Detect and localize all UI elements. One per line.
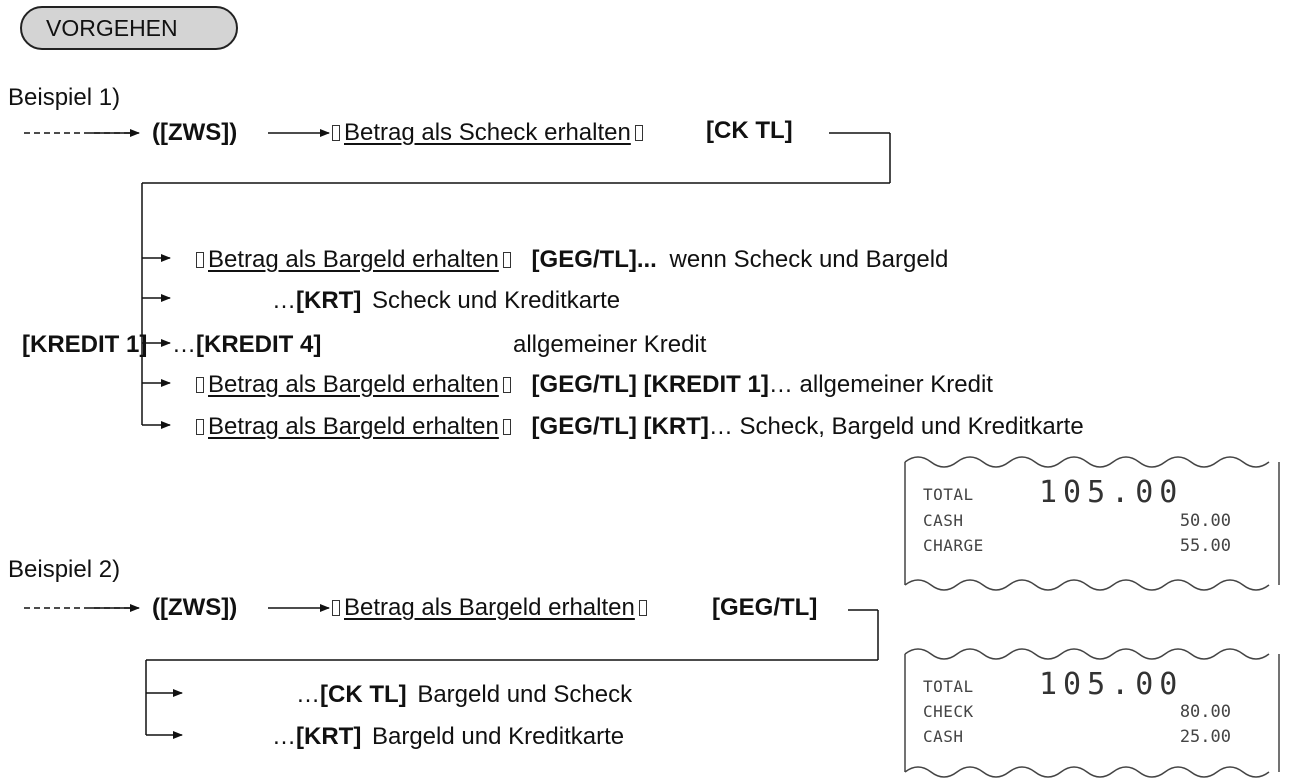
receipt-1-line-2-label: CHARGE: [923, 536, 984, 555]
receipt-2-total-label: TOTAL: [923, 677, 974, 696]
receipt-1-line-1-value: 50.00: [1179, 511, 1231, 531]
example-2-title: Beispiel 2): [8, 556, 121, 583]
example-1-row-1: Betrag als Bargeld erhalten [GEG/TL]... wenn Scheck und Bargeld: [192, 246, 948, 274]
receipt-2: [905, 654, 1279, 772]
example-1-row-2: …[KRT] Scheck und Kreditkarte: [272, 287, 621, 314]
example-1-row-5: Betrag als Bargeld erhalten [GEG/TL] [KRT]… Scheck, Bargeld und Kreditkarte: [192, 413, 1084, 441]
receipt-2-total: 105.00: [1039, 667, 1184, 702]
receipt-1-line-2-value: 55.00: [1179, 536, 1231, 556]
example-2-row-2: …[KRT] Bargeld und Kreditkarte: [272, 723, 625, 750]
example-1-title: Beispiel 1): [8, 84, 121, 111]
example-2-zws-key: ([ZWS]): [152, 594, 238, 621]
receipt-2-line-2-value: 25.00: [1179, 727, 1231, 747]
receipt-2-line-1-value: 80.00: [1179, 702, 1231, 722]
example-2-step-bargeld: Betrag als Bargeld erhalten: [328, 594, 651, 622]
receipt-2-line-1-label: CHECK: [923, 702, 974, 721]
example-1-row-4: Betrag als Bargeld erhalten [GEG/TL] [KREDIT 1]… allgemeiner Kredit: [192, 371, 993, 399]
example-1-ck-tl-key: [CK TL]: [706, 117, 793, 144]
example-1-row-3-desc: allgemeiner Kredit: [513, 331, 707, 358]
receipt-1: [905, 462, 1279, 585]
receipt-1-line-1-label: CASH: [923, 511, 964, 530]
section-label-vorgehen: VORGEHEN: [20, 6, 238, 50]
example-2-row-1: …[CK TL] Bargeld und Scheck: [296, 681, 633, 708]
example-1-step-scheck: Betrag als Scheck erhalten: [328, 119, 647, 147]
receipt-1-total-label: TOTAL: [923, 485, 974, 504]
example-1-kredit-1-key: [KREDIT 1]: [22, 331, 148, 358]
example-1-zws-key: ([ZWS]): [152, 119, 238, 146]
receipt-1-total: 105.00: [1039, 475, 1184, 510]
example-1-row-3: …[KREDIT 4]: [172, 331, 322, 358]
example-2-geg-tl-key: [GEG/TL]: [712, 594, 818, 621]
receipt-2-line-2-label: CASH: [923, 727, 964, 746]
